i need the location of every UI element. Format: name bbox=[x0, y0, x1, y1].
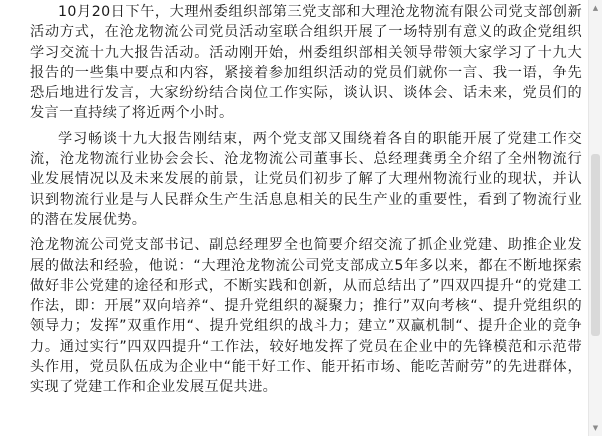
article-paragraph: 学习畅谈十九大报告刚结束，两个党支部又围绕着各自的职能开展了党建工作交流，沧龙物流行业协会会长、沧龙物流公司董事长、总经理龚勇全介绍了全州物流行业发展情况以及未来发展的前景，让党员们初步了解了大理州物流行业的现状，并认识到物流行业是与人民群众生产生活息息相关的民生产业的重要性，看到了物流行业的潜在发展优势。 bbox=[30, 130, 582, 228]
scroll-down-arrow-icon[interactable]: ▼ bbox=[592, 424, 599, 432]
vertical-scrollbar[interactable] bbox=[588, 0, 602, 436]
scroll-thumb[interactable] bbox=[591, 154, 600, 336]
article-body bbox=[30, 2, 582, 403]
article-paragraph: 10月20日下午，大理州委组织部第三党支部和大理沧龙物流有限公司党支部创新活动方式，在沧龙物流公司党员活动室联合组织开展了一场特别有意义的政企党组织学习交流十九大报告活动。活动刚开始，州委组织部相关领导带领大家学习了十九大报告的一些集中要点和内容，紧接着参加组织活动的党员们就你一言、我一语，争先恐后地进行发言，大家纷纷结合岗位工作实际，谈认识、谈体会、话未来，党员们的发言一直持续了将近两个小时。 bbox=[30, 4, 582, 122]
scroll-track[interactable] bbox=[591, 16, 600, 420]
article-paragraph: 沧龙物流公司党支部书记、副总经理罗全也简要介绍交流了抓企业党建、助推企业发展的做法和经验，他说：“大理沧龙物流公司党支部成立5年多以来，都在不断地探索做好非公党建的途径和形式，不断实践和创新，从而总结出了”四双四提升“的党建工作法，即：开展”双向培养“、提升党组织的凝聚力；推行”双向考核“、提升党组织的领导力；发挥”双重作用“、提升党组织的战斗力；建立”双赢机制“、提升企业的竞争力。通过实行”四双四提升“工作法，较好地发挥了党员在企业中的先锋模范和示范带头作用，党员队伍成为企业中“能干好工作、能开拓市场、能吃苦耐劳”的先进群体，实现了党建工作和企业发展互促共进。 bbox=[30, 237, 582, 396]
scroll-up-arrow-icon[interactable]: ▲ bbox=[592, 4, 599, 12]
